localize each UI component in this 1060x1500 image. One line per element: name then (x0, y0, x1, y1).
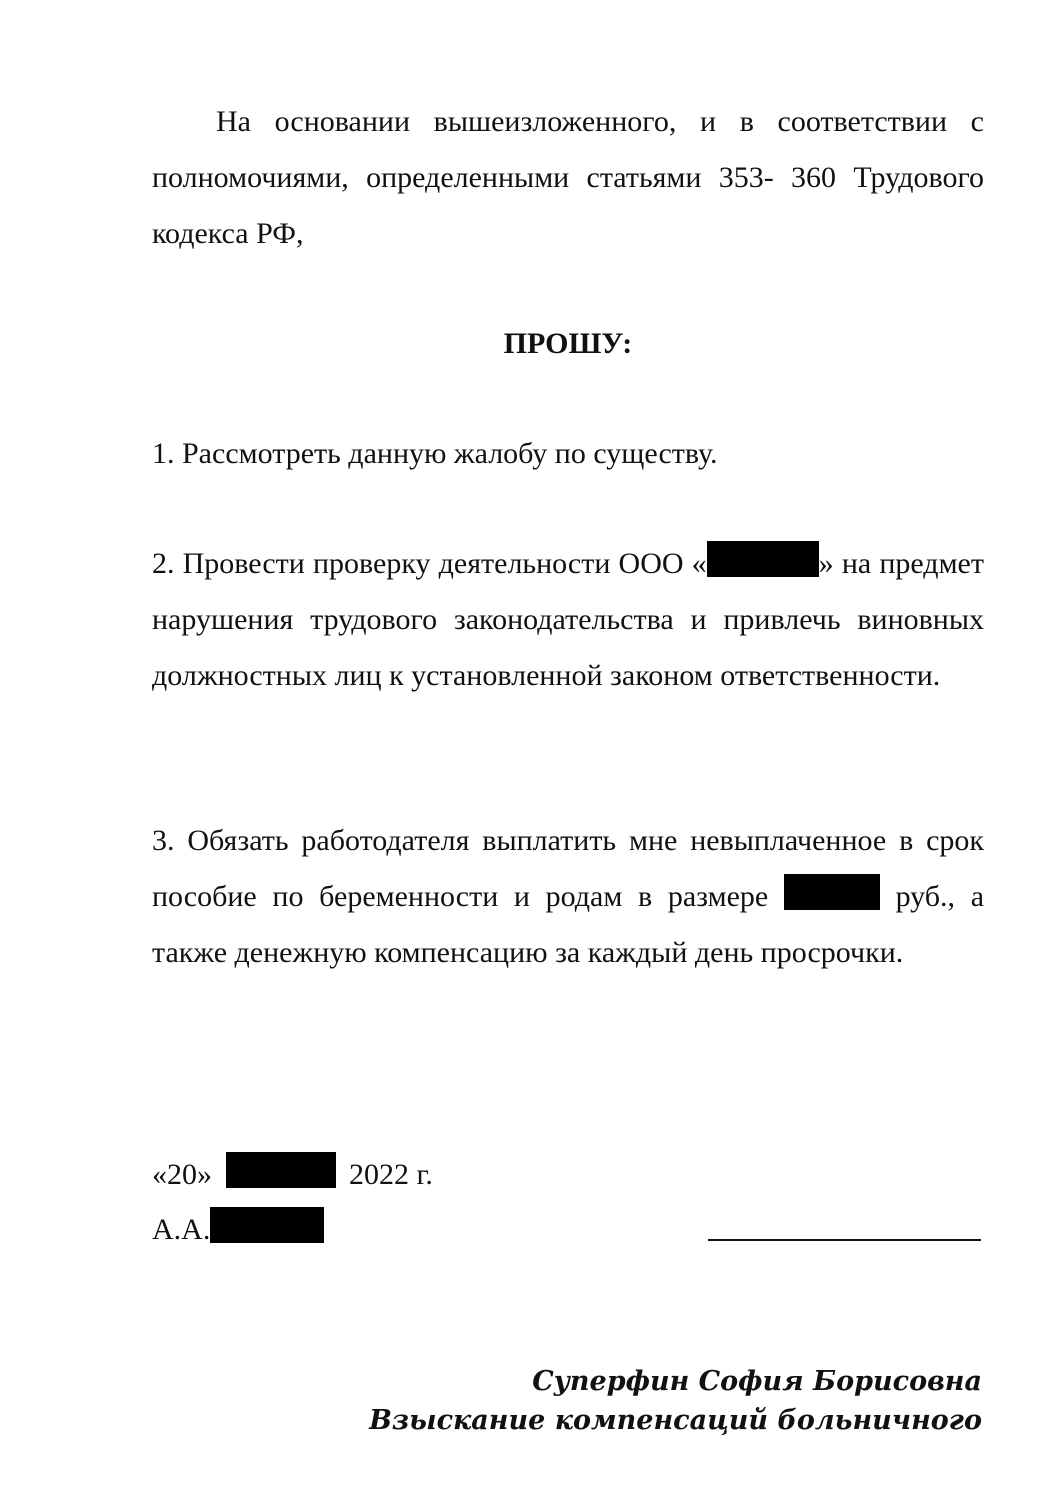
request-item-2-text-end: » на предмет нарушения трудового законодательства и привлечь виновных должностных лиц к установленной законом ответственности. (152, 547, 984, 692)
request-item-2-text-start: 2. Провести проверку деятельности ООО « (152, 547, 707, 580)
date-year: 2022 г. (349, 1158, 433, 1191)
request-item-1: 1. Рассмотреть данную жалобу по существу. (152, 437, 718, 470)
redacted-company-name (707, 541, 819, 577)
redacted-surname (210, 1207, 324, 1243)
footer-author: Суперфин София Борисовна (532, 1366, 982, 1397)
intro-paragraph: На основании вышеизложенного, и в соответствии с полномочиями, определенными статьями 353- 360 Трудового кодекса РФ, (152, 105, 984, 250)
date-line (152, 1152, 433, 1195)
footer-topic: Взыскание компенсаций больничного (369, 1405, 982, 1436)
request-item-3 (152, 813, 984, 981)
signer-line (152, 1207, 324, 1250)
request-heading: ПРОШУ: (503, 327, 633, 360)
signer-initials: А.А. (152, 1213, 211, 1246)
request-item-3-text-end: руб., а также денежную компенсацию за каждый день просрочки. (152, 880, 985, 969)
request-item-2 (152, 536, 984, 704)
request-item-3-text-start: 3. Обязать работодателя выплатить мне невыплаченное в срок пособие по беременности и родам в размере (152, 824, 984, 913)
redacted-amount (784, 874, 880, 910)
signature-line (708, 1239, 981, 1241)
redacted-month (226, 1152, 336, 1188)
date-day: «20» (152, 1158, 212, 1191)
